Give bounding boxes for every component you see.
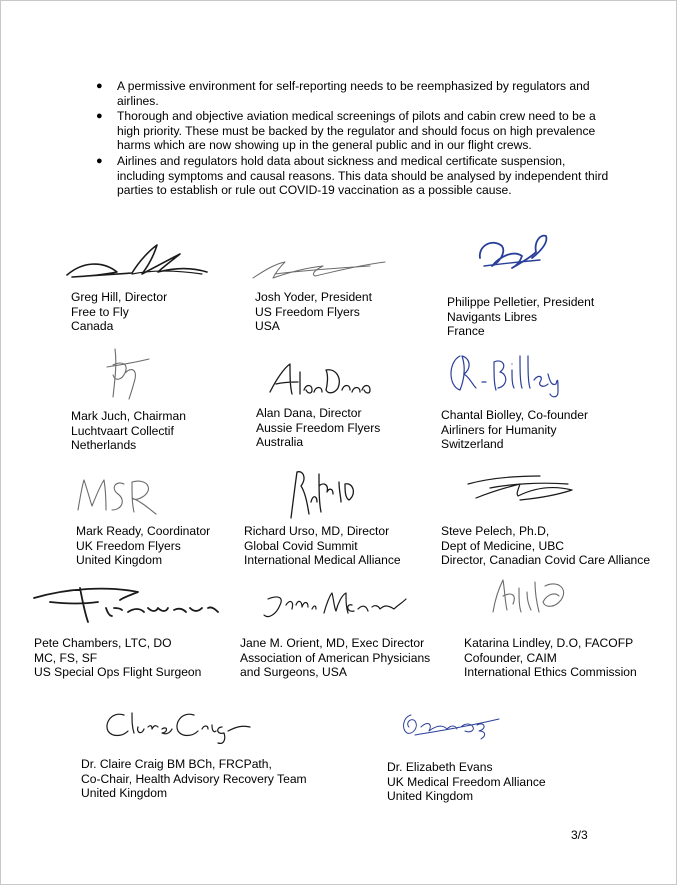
signatory-location: International Medical Alliance [244,553,401,568]
signatory-organization: Aussie Freedom Flyers [256,420,381,435]
signatory-name: Mark Juch, Chairman [71,409,186,423]
signature-chantal-biolley [442,346,572,401]
signatory-organization: Co-Chair, Health Advisory Recovery Team [81,771,307,786]
signature-katarina-lindley [485,572,575,620]
signatory-block [71,409,186,453]
signatory-name: Richard Urso, MD, Director [244,524,390,538]
signatory-name: Jane M. Orient, MD, Exec Director [240,636,425,650]
bullet-text: A permissive environment for self-reporting needs to be reemphasized by regulators and airlines. [117,79,590,108]
recommendation-list [92,79,612,199]
signature-mark-ready [72,470,162,520]
bullet-marker: ● [96,80,103,92]
signatory-block [81,757,307,801]
signatory-location: Canada [71,319,114,334]
signature-claire-craig [98,705,258,747]
signatory-organization: MC, FS, SF [34,650,98,665]
signatory-location: USA [255,319,280,334]
signatory-location: International Ethics Commission [464,665,637,680]
signatory-name: Pete Chambers, LTC, DO [34,636,172,650]
signatory-block [387,760,546,804]
signature-richard-urso [283,462,363,522]
signature-josh-yoder [245,252,395,284]
signatory-location: United Kingdom [81,786,168,801]
signatory-name: Dr. Claire Craig BM BCh, FRCPath, [81,757,272,771]
signatory-organization: Cofounder, CAIM [464,650,557,665]
signatory-organization: Global Covid Summit [244,538,358,553]
signatory-block [441,408,588,452]
signatory-location: Netherlands [71,438,137,453]
signatory-name: Steve Pelech, Ph.D, [441,524,550,538]
signatory-name: Mark Ready, Coordinator [76,524,211,538]
signatory-organization: Luchtvaart Collectif [71,423,174,438]
signature-elizabeth-evans [395,705,505,743]
signatory-name: Katarina Lindley, D.O, FACOFP [464,636,634,650]
signatory-block [244,524,401,568]
signatory-location: Australia [256,435,304,450]
signatory-organization: Dept of Medicine, UBC [441,538,565,553]
signatory-block [464,636,637,680]
signatory-location: United Kingdom [76,553,163,568]
signatory-organization: Navigants Libres [447,309,538,324]
signatory-organization: Association of American Physicians [240,650,431,665]
signatory-name: Greg Hill, Director [71,290,168,304]
signatory-location: France [447,324,485,339]
signatory-location: Switzerland [441,437,504,452]
signatory-location: and Surgeons, USA [240,665,347,680]
signatory-block [71,290,167,334]
signatory-organization: Free to Fly [71,304,129,319]
bullet-item [92,109,612,153]
signature-pete-chambers [28,578,228,626]
signature-mark-juch [95,345,155,403]
page-number: 3/3 [571,828,588,842]
signatory-block [240,636,430,680]
signatory-organization: US Freedom Flyers [255,304,360,319]
signatory-name: Josh Yoder, President [255,290,372,304]
signature-philippe-pelletier [470,228,555,276]
signatory-name: Alan Dana, Director [256,406,362,420]
signatory-location: US Special Ops Flight Surgeon [34,665,202,680]
signatory-block [441,524,650,568]
signatory-block [34,636,201,680]
signatory-name: Chantal Biolley, Co-founder [441,408,588,422]
signatory-name: Philippe Pelletier, President [447,295,595,309]
signatory-location: United Kingdom [387,789,474,804]
signatory-block [76,524,210,568]
bullet-text: Airlines and regulators hold data about sickness and medical certificate suspension, including symptoms and causal reasons. This data should be analysed by independent third parties to establish or rule out COVID-19 vaccination as a possible cause. [117,153,609,198]
bullet-text: Thorough and objective aviation medical screenings of pilots and cabin crew need to be a high priority. These must be backed by the regulator and should focus on high prevalence harms which are now showing up in the general public and in our flight crews. [117,109,596,153]
signatory-location: Director, Canadian Covid Care Alliance [441,553,651,568]
bullet-marker: ● [96,154,103,167]
signature-greg-hill [62,240,212,285]
signatory-organization: Airliners for Humanity [441,422,557,437]
bullet-item [92,79,612,108]
signatory-block [255,290,372,334]
signatory-organization: UK Freedom Flyers [76,538,181,553]
bullet-item [92,154,612,198]
signatory-name: Dr. Elizabeth Evans [387,760,493,774]
signature-alan-dana [262,360,377,400]
signatory-block [256,406,380,450]
signature-jane-orient [258,585,408,625]
bullet-marker: ● [96,110,103,123]
signature-steve-pelech [460,470,580,505]
signatory-block [447,295,594,339]
signatory-organization: UK Medical Freedom Alliance [387,774,546,789]
